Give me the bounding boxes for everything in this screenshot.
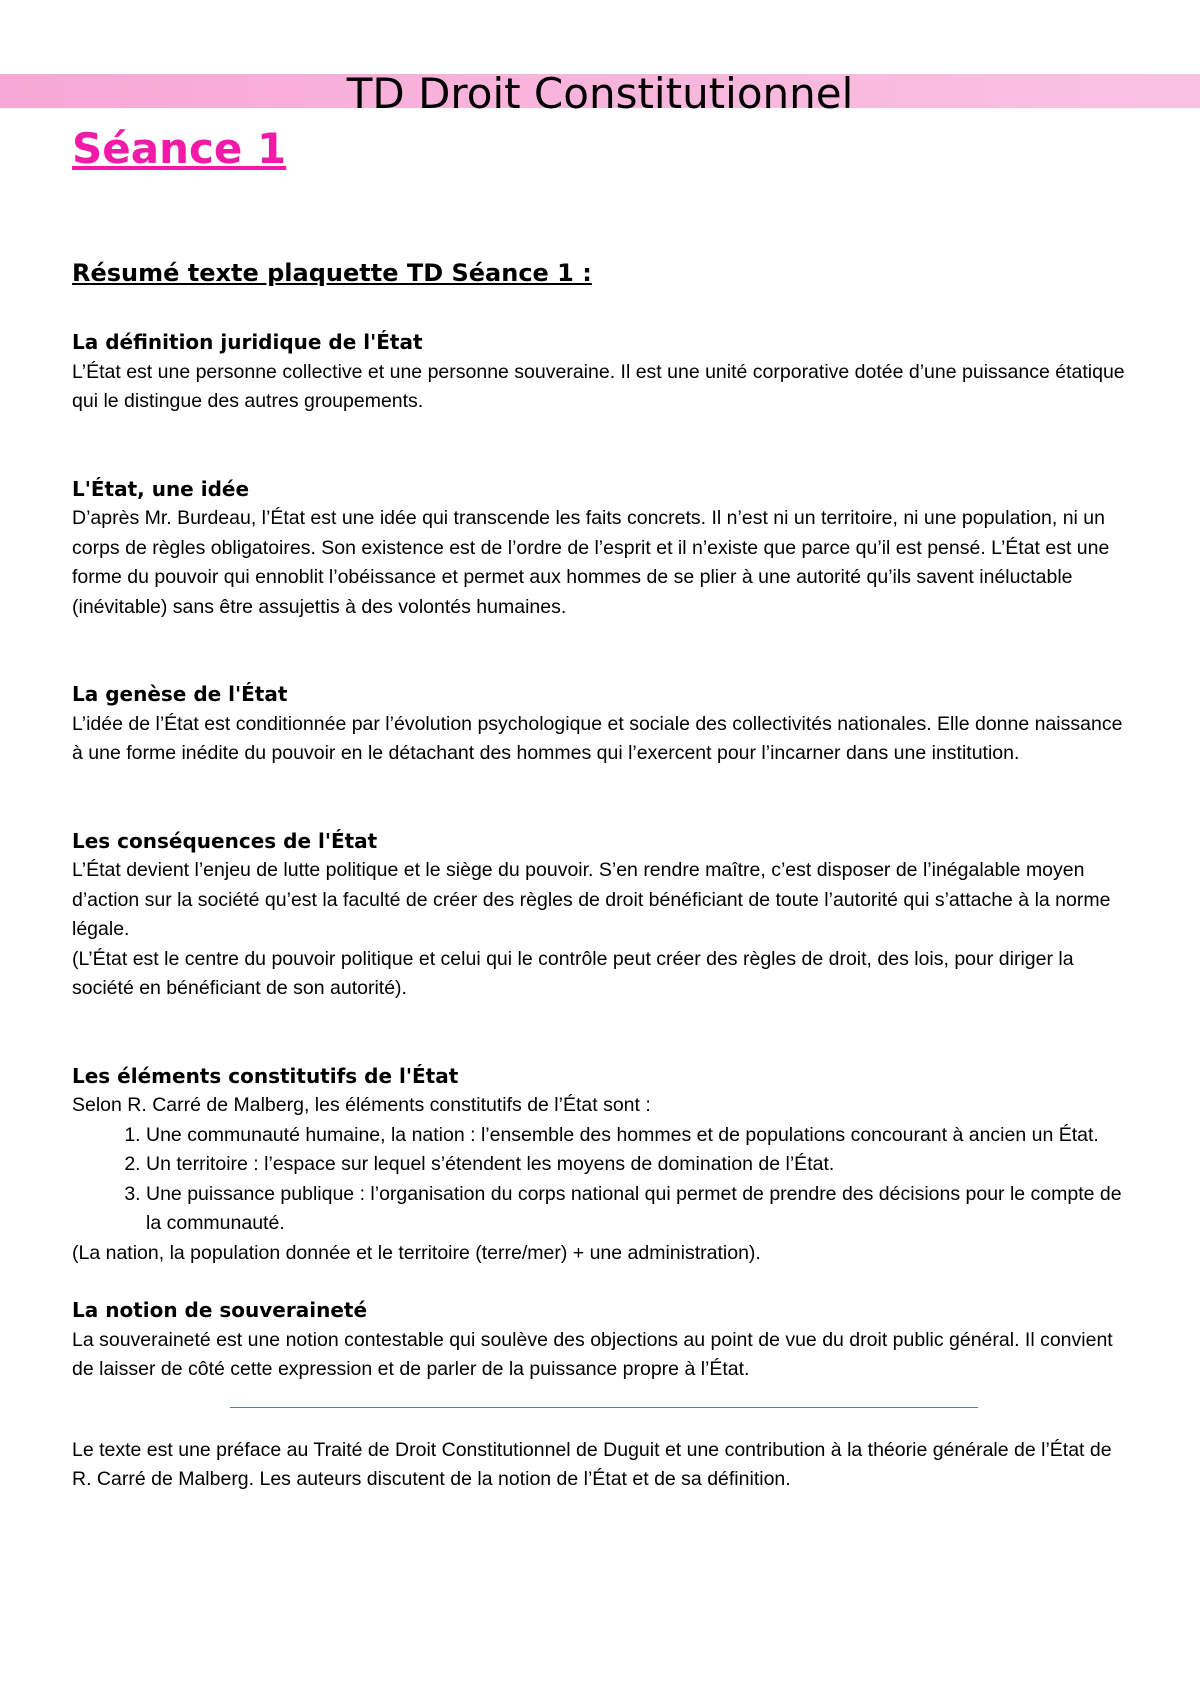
- document-title: TD Droit Constitutionnel: [346, 69, 854, 118]
- section-elements: [72, 1062, 1132, 1269]
- section-intro: Selon R. Carré de Malberg, les éléments constitutifs de l’État sont :: [72, 1094, 651, 1116]
- section-consequences: [72, 827, 1132, 1004]
- section-idee: [72, 475, 1132, 623]
- section-text: L’État devient l’enjeu de lutte politique et le siège du pouvoir. S’en rendre maître, c’est disposer de l’inégalable moyen d’action sur la société qu’est la faculté de créer des règles de droit bénéficiant de toute l’autorité qui s’attache à la norme légale.: [72, 859, 1111, 940]
- section-heading: La notion de souveraineté: [72, 1298, 368, 1322]
- section-souverainete: [72, 1296, 1132, 1385]
- section-text: L’État est une personne collective et une personne souveraine. Il est une unité corporative dotée d’une puissance étatique qui le distingue des autres groupements.: [72, 360, 1125, 412]
- list-item: 3. Une puissance publique : l’organisation du corps national qui permet de prendre des décisions pour le compte de la communauté.: [146, 1180, 1132, 1239]
- section-text: D’après Mr. Burdeau, l’État est une idée qui transcende les faits concrets. Il n’est ni un territoire, ni une population, ni un corps de règles obligatoires. Son existence est de l’ordre de l’esprit et il n’existe que parce qu’il est pensé. L’État est une forme du pouvoir qui ennoblit l’obéissance et permet aux hommes de se plier à une autorité qu’ils savent inéluctable (inévitable) sans être assujettis à des volontés humaines.: [72, 507, 1110, 618]
- section-heading: L'État, une idée: [72, 476, 250, 501]
- section-text: L’idée de l’État est conditionnée par l’évolution psychologique et sociale des collectivités nationales. Elle donne naissance à une forme inédite du pouvoir en le détachant des hommes qui l’exercent pour l’incarner dans une institution.: [72, 712, 1123, 764]
- section-heading: Les éléments constitutifs de l'État: [72, 1063, 459, 1088]
- session-title: Séance 1: [72, 124, 287, 173]
- elements-list: [72, 1121, 1132, 1239]
- section-definition: [72, 328, 1132, 417]
- section-text: La souveraineté est une notion contestable qui soulève des objections au point de vue du droit public général. Il convient de laisser de côté cette expression et de parler de la puissance propre à l’État.: [72, 1328, 1113, 1380]
- summary-title: Résumé texte plaquette TD Séance 1 :: [72, 259, 592, 287]
- section-heading: La définition juridique de l'État: [72, 330, 423, 354]
- section-note: (La nation, la population donnée et le territoire (terre/mer) + une administration).: [72, 1241, 761, 1264]
- section-heading: Les conséquences de l'État: [72, 828, 378, 853]
- list-item: 2. Un territoire : l’espace sur lequel s’étendent les moyens de domination de l’État.: [146, 1150, 1132, 1180]
- list-item: 1. Une communauté humaine, la nation : l’ensemble des hommes et de populations concourant à ancien un État.: [146, 1121, 1132, 1151]
- conclusion-text: Le texte est une préface au Traité de Droit Constitutionnel de Duguit et une contribution à la théorie générale de l’État de R. Carré de Malberg. Les auteurs discutent de la notion de l’État et de sa définition.: [72, 1438, 1112, 1490]
- divider-line: [230, 1407, 978, 1408]
- section-genese: [72, 680, 1132, 769]
- section-note: (L’État est le centre du pouvoir politique et celui qui le contrôle peut créer des règles de droit, des lois, pour diriger la société en bénéficiant de son autorité).: [72, 947, 1074, 999]
- document-body: [72, 258, 1132, 1495]
- section-heading: La genèse de l'État: [72, 682, 288, 706]
